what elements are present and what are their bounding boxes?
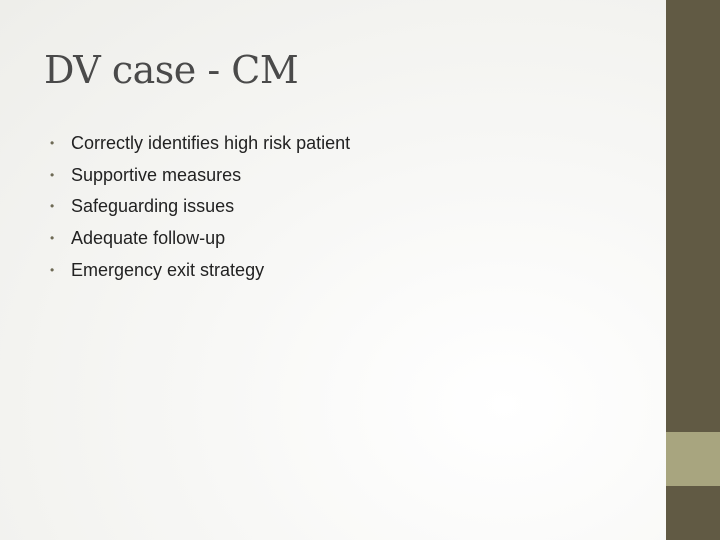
bullet-item bbox=[50, 255, 350, 287]
bullet-text: Safeguarding issues bbox=[71, 196, 235, 217]
bullet-icon: • bbox=[50, 262, 55, 277]
bullet-icon: • bbox=[50, 199, 55, 214]
bullet-text: Adequate follow-up bbox=[71, 228, 226, 249]
bullet-text: Correctly identifies high risk patient bbox=[71, 133, 351, 153]
bullet-icon: • bbox=[50, 136, 55, 150]
bullet-item bbox=[50, 160, 350, 192]
bullet-item bbox=[50, 223, 350, 255]
bullet-list bbox=[50, 128, 350, 286]
bullet-text: Emergency exit strategy bbox=[71, 259, 265, 280]
bullet-item bbox=[50, 191, 350, 223]
bullet-icon: • bbox=[50, 167, 55, 182]
bullet-item bbox=[50, 128, 350, 160]
bullet-text: Supportive measures bbox=[71, 164, 242, 185]
bullet-icon: • bbox=[50, 231, 55, 246]
sidebar-accent-block bbox=[666, 432, 720, 486]
slide-title: DV case - CM bbox=[44, 48, 299, 92]
